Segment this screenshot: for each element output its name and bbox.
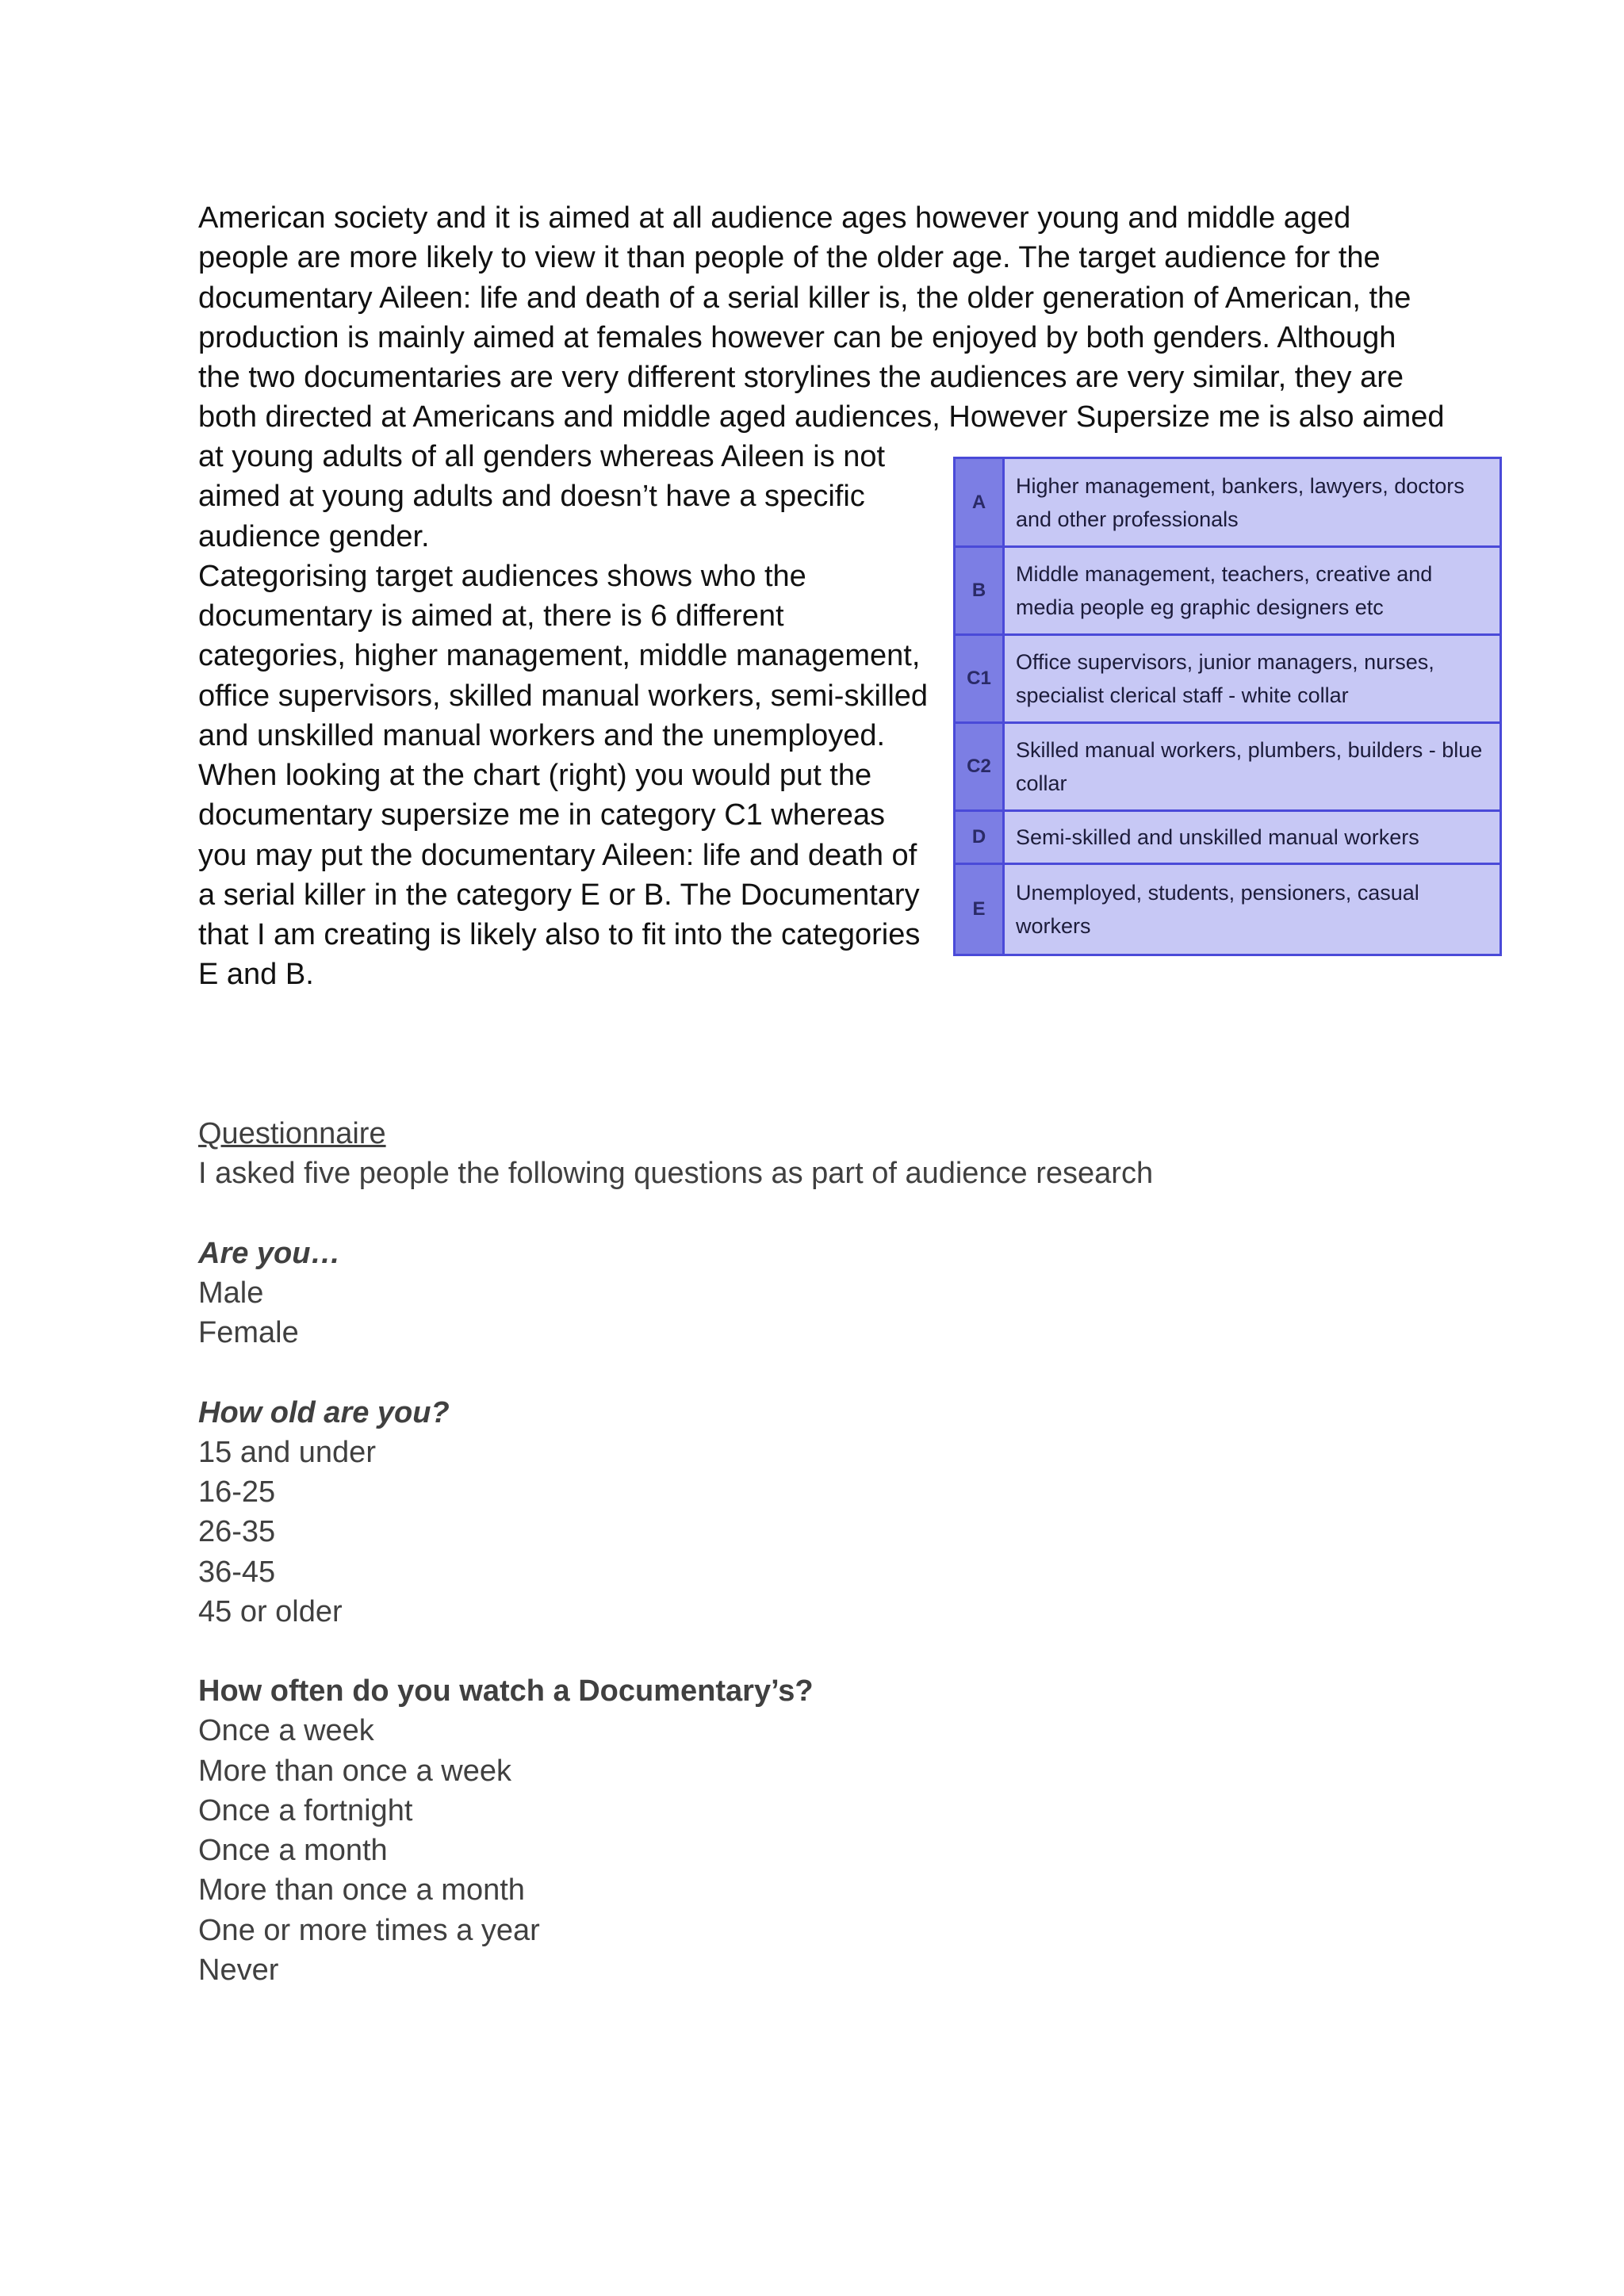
table-row	[956, 865, 1500, 954]
answer-option: Female	[198, 1316, 299, 1349]
intro-line: American society and it is aimed at all audience ages however young and middle aged	[198, 201, 1351, 235]
grade-code: B	[956, 548, 1005, 633]
grade-description: Unemployed, students, pensioners, casual workers	[1016, 881, 1419, 938]
answer-option: Once a week	[198, 1714, 374, 1747]
answer-option: 15 and under	[198, 1436, 376, 1469]
answer-option: More than once a month	[198, 1873, 525, 1907]
grade-description: Semi-skilled and unskilled manual workers	[1016, 825, 1419, 849]
body-line: and unskilled manual workers and the unemployed.	[198, 719, 886, 752]
table-row	[956, 812, 1500, 865]
grade-code: A	[956, 459, 1005, 545]
intro-line: production is mainly aimed at females however can be enjoyed by both genders. Although	[198, 321, 1396, 354]
body-line: categories, higher management, middle management,	[198, 639, 921, 672]
body-line: that I am creating is likely also to fit into the categories	[198, 918, 921, 951]
body-line: aimed at young adults and doesn’t have a specific	[198, 480, 865, 513]
grade-description: Middle management, teachers, creative and media people eg graphic designers etc	[1016, 562, 1433, 619]
body-line: audience gender.	[198, 520, 430, 553]
grade-code: C2	[956, 724, 1005, 809]
answer-option: 36-45	[198, 1556, 276, 1589]
answer-option: Once a month	[198, 1834, 388, 1867]
answer-option: Male	[198, 1276, 264, 1310]
body-line: documentary is aimed at, there is 6 different	[198, 599, 784, 633]
table-row	[956, 636, 1500, 724]
body-line: a serial killer in the category E or B. The Documentary	[198, 878, 920, 912]
answer-option: More than once a week	[198, 1755, 512, 1788]
answer-option: 45 or older	[198, 1595, 343, 1628]
grade-description: Office supervisors, junior managers, nurses, specialist clerical staff - white collar	[1016, 650, 1434, 707]
body-line: office supervisors, skilled manual workers, semi-skilled	[198, 679, 929, 713]
answer-option: 26-35	[198, 1515, 276, 1548]
question-title: How old are you?	[198, 1396, 450, 1429]
body-line: at young adults of all genders whereas Aileen is not	[198, 440, 886, 473]
grade-code: D	[956, 812, 1005, 863]
grade-description: Skilled manual workers, plumbers, builders - blue collar	[1016, 738, 1483, 795]
answer-option: Once a fortnight	[198, 1794, 413, 1827]
grade-description: Higher management, bankers, lawyers, doctors and other professionals	[1016, 473, 1465, 531]
body-line: documentary supersize me in category C1 whereas	[198, 798, 885, 832]
intro-line: documentary Aileen: life and death of a serial killer is, the older generation of American, the	[198, 281, 1411, 315]
intro-line: the two documentaries are very different storylines the audiences are very similar, they are	[198, 361, 1404, 394]
body-line: E and B.	[198, 958, 314, 991]
grade-code: C1	[956, 636, 1005, 721]
body-line: you may put the documentary Aileen: life and death of	[198, 839, 917, 872]
answer-option: Never	[198, 1954, 279, 1987]
body-line: When looking at the chart (right) you would put the	[198, 759, 872, 792]
grade-code: E	[956, 865, 1005, 954]
intro-line: both directed at Americans and middle aged audiences, However Supersize me is also aimed	[198, 400, 1445, 434]
questionnaire-intro: I asked five people the following questions as part of audience research	[198, 1157, 1154, 1190]
table-row	[956, 459, 1500, 548]
answer-option: One or more times a year	[198, 1914, 540, 1947]
body-line: Categorising target audiences shows who the	[198, 560, 806, 593]
intro-line: people are more likely to view it than people of the older age. The target audience for the	[198, 241, 1381, 274]
answer-option: 16-25	[198, 1475, 276, 1509]
question-title: How often do you watch a Documentary’s?	[198, 1674, 814, 1708]
questionnaire-heading: Questionnaire	[198, 1117, 386, 1150]
question-title: Are you…	[198, 1237, 341, 1270]
table-row	[956, 724, 1500, 812]
social-grade-table	[953, 457, 1502, 956]
table-row	[956, 548, 1500, 636]
